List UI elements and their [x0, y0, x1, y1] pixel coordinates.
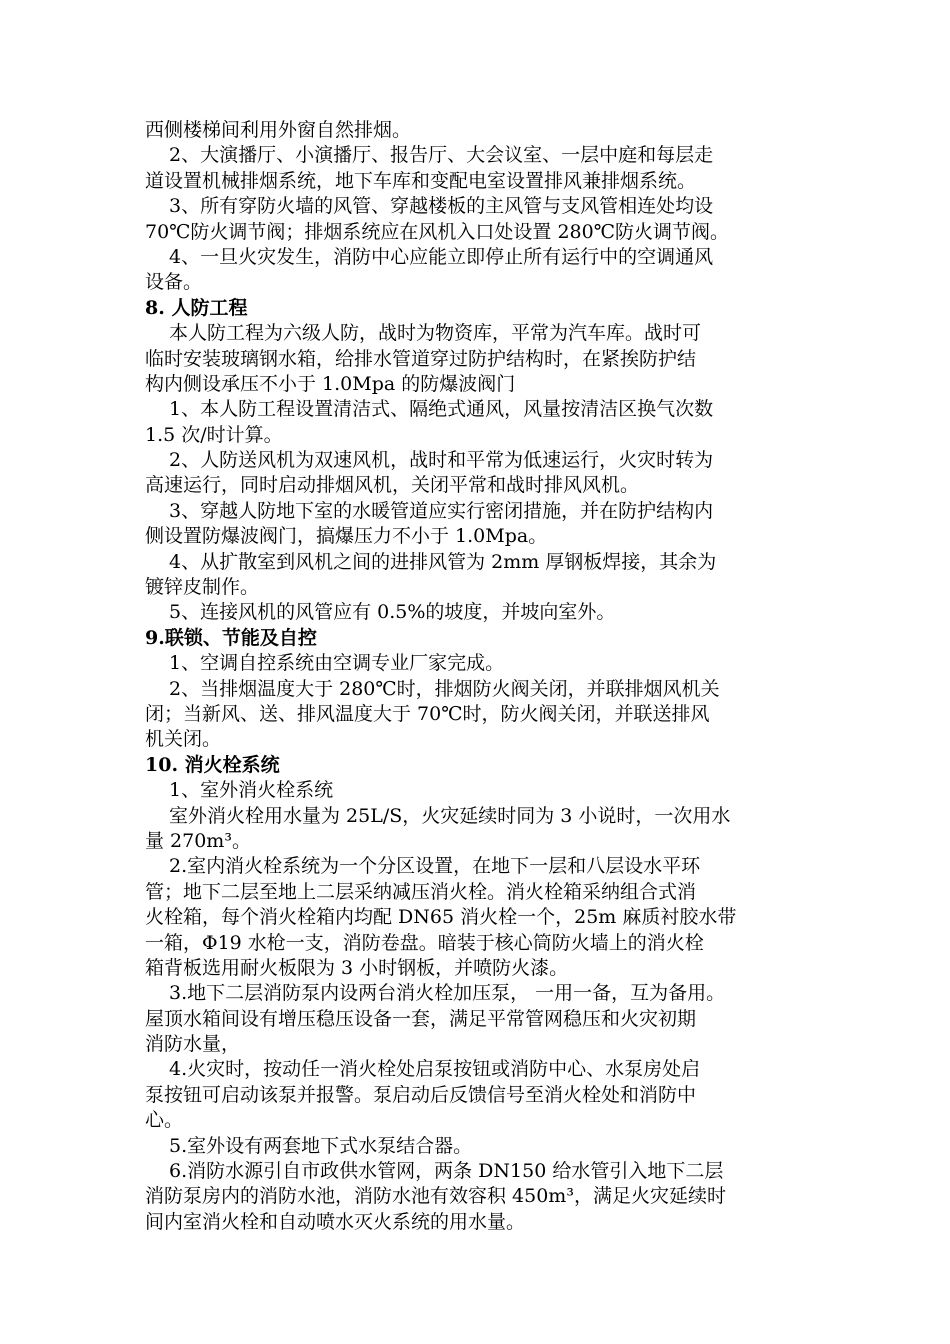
paragraph-line: 1、室外消火栓系统 — [169, 779, 334, 802]
paragraph-line: 3、所有穿防火墙的风管、穿越楼板的主风管与支风管相连处均设 — [169, 195, 714, 218]
paragraph-line: 侧设置防爆波阀门，搞爆压力不小于 1.0Mpa。 — [145, 525, 548, 548]
paragraph-line: 室外消火栓用水量为 25L/S，火灾延续时同为 3 小说时，一次用水 — [169, 804, 731, 827]
paragraph-line: 屋顶水箱间设有增压稳压设备一套，满足平常管网稳压和火灾初期 — [145, 1007, 697, 1030]
paragraph-line: 70℃防火调节阀；排烟系统应在风机入口处设置 280℃防火调节阀。 — [145, 220, 729, 243]
paragraph-line: 2、人防送风机为双速风机，战时和平常为低速运行，火灾时转为 — [169, 449, 714, 472]
paragraph-line: 泵按钮可启动该泵并报警。泵启动后反馈信号至消火栓处和消防中 — [145, 1083, 697, 1106]
paragraph-line: 1、本人防工程设置清洁式、隔绝式通风，风量按清洁区换气次数 — [169, 398, 714, 421]
paragraph-line: 高速运行，同时启动排烟风机，关闭平常和战时排风风机。 — [145, 474, 640, 497]
paragraph-line: 2、大演播厅、小演播厅、报告厅、大会议室、一层中庭和每层走 — [169, 144, 714, 167]
paragraph-line: 3、穿越人防地下室的水暖管道应实行密闭措施，并在防护结构内 — [169, 499, 714, 522]
paragraph-line: 机关闭。 — [145, 728, 222, 751]
paragraph-line: 1.5 次/时计算。 — [145, 423, 283, 446]
paragraph-line: 3.地下二层消防泵内设两台消火栓加压泵， 一用一备，互为备用。 — [169, 982, 726, 1005]
paragraph-line: 管；地下二层至地上二层采纳减压消火栓。消火栓箱采纳组合式消 — [145, 880, 697, 903]
document-body — [145, 118, 810, 1235]
paragraph-line: 临时安装玻璃钢水箱，给排水管道穿过防护结构时，在紧挨防护结 — [145, 347, 697, 370]
section-heading: 8. 人防工程 — [145, 296, 248, 319]
paragraph-line: 消防水量， — [145, 1033, 241, 1056]
paragraph-line: 镀锌皮制作。 — [145, 576, 260, 599]
paragraph-line: 西侧楼梯间利用外窗自然排烟。 — [145, 119, 412, 141]
paragraph-line: 消防泵房内的消防水池，消防水池有效容积 450m³，满足火灾延续时 — [145, 1185, 726, 1208]
section-heading: 10. 消火栓系统 — [145, 753, 280, 776]
paragraph-line: 6.消防水源引自市政供水管网，两条 DN150 给水管引入地下二层 — [169, 1160, 724, 1183]
paragraph-line: 4、从扩散室到风机之间的进排风管为 2mm 厚钢板焊接，其余为 — [169, 550, 717, 573]
paragraph-line: 一箱，Φ19 水枪一支，消防卷盘。暗装于核心筒防火墙上的消火栓 — [145, 931, 704, 954]
paragraph-line: 间内室消火栓和自动喷水灭火系统的用水量。 — [145, 1210, 526, 1233]
paragraph-line: 心。 — [145, 1109, 184, 1132]
paragraph-line: 2、当排烟温度大于 280℃时，排烟防火阀关闭，并联排烟风机关 — [169, 677, 720, 700]
paragraph-line: 火栓箱，每个消火栓箱内均配 DN65 消火栓一个，25m 麻质衬胶水带 — [145, 906, 737, 929]
paragraph-line: 4、一旦火灾发生，消防中心应能立即停止所有运行中的空调通风 — [169, 245, 714, 268]
paragraph-line: 本人防工程为六级人防，战时为物资库，平常为汽车库。战时可 — [169, 322, 702, 345]
section-heading: 9.联锁、节能及自控 — [145, 626, 317, 649]
paragraph-line: 4.火灾时，按动任一消火栓处启泵按钮或消防中心、水泵房处启 — [169, 1058, 701, 1081]
paragraph-line: 设备。 — [145, 271, 203, 294]
paragraph-line: 闭；当新风、送、排风温度大于 70℃时，防火阀关闭，并联送排风 — [145, 702, 710, 725]
paragraph-line: 道设置机械排烟系统，地下车库和变配电室设置排风兼排烟系统。 — [145, 169, 697, 192]
paragraph-line: 5.室外设有两套地下式水泵结合器。 — [169, 1134, 473, 1157]
paragraph-line: 5、连接风机的风管应有 0.5%的坡度，并坡向室外。 — [169, 601, 616, 624]
paragraph-line: 构内侧设承压不小于 1.0Mpa 的防爆波阀门 — [145, 372, 516, 395]
paragraph-line: 1、空调自控系统由空调专业厂家完成。 — [169, 652, 505, 675]
paragraph-line: 2.室内消火栓系统为一个分区设置，在地下一层和八层设水平环 — [169, 855, 701, 878]
paragraph-line: 量 270m³。 — [145, 829, 251, 852]
paragraph-line: 箱背板选用耐火板限为 3 小时钢板，并喷防火漆。 — [145, 956, 569, 979]
